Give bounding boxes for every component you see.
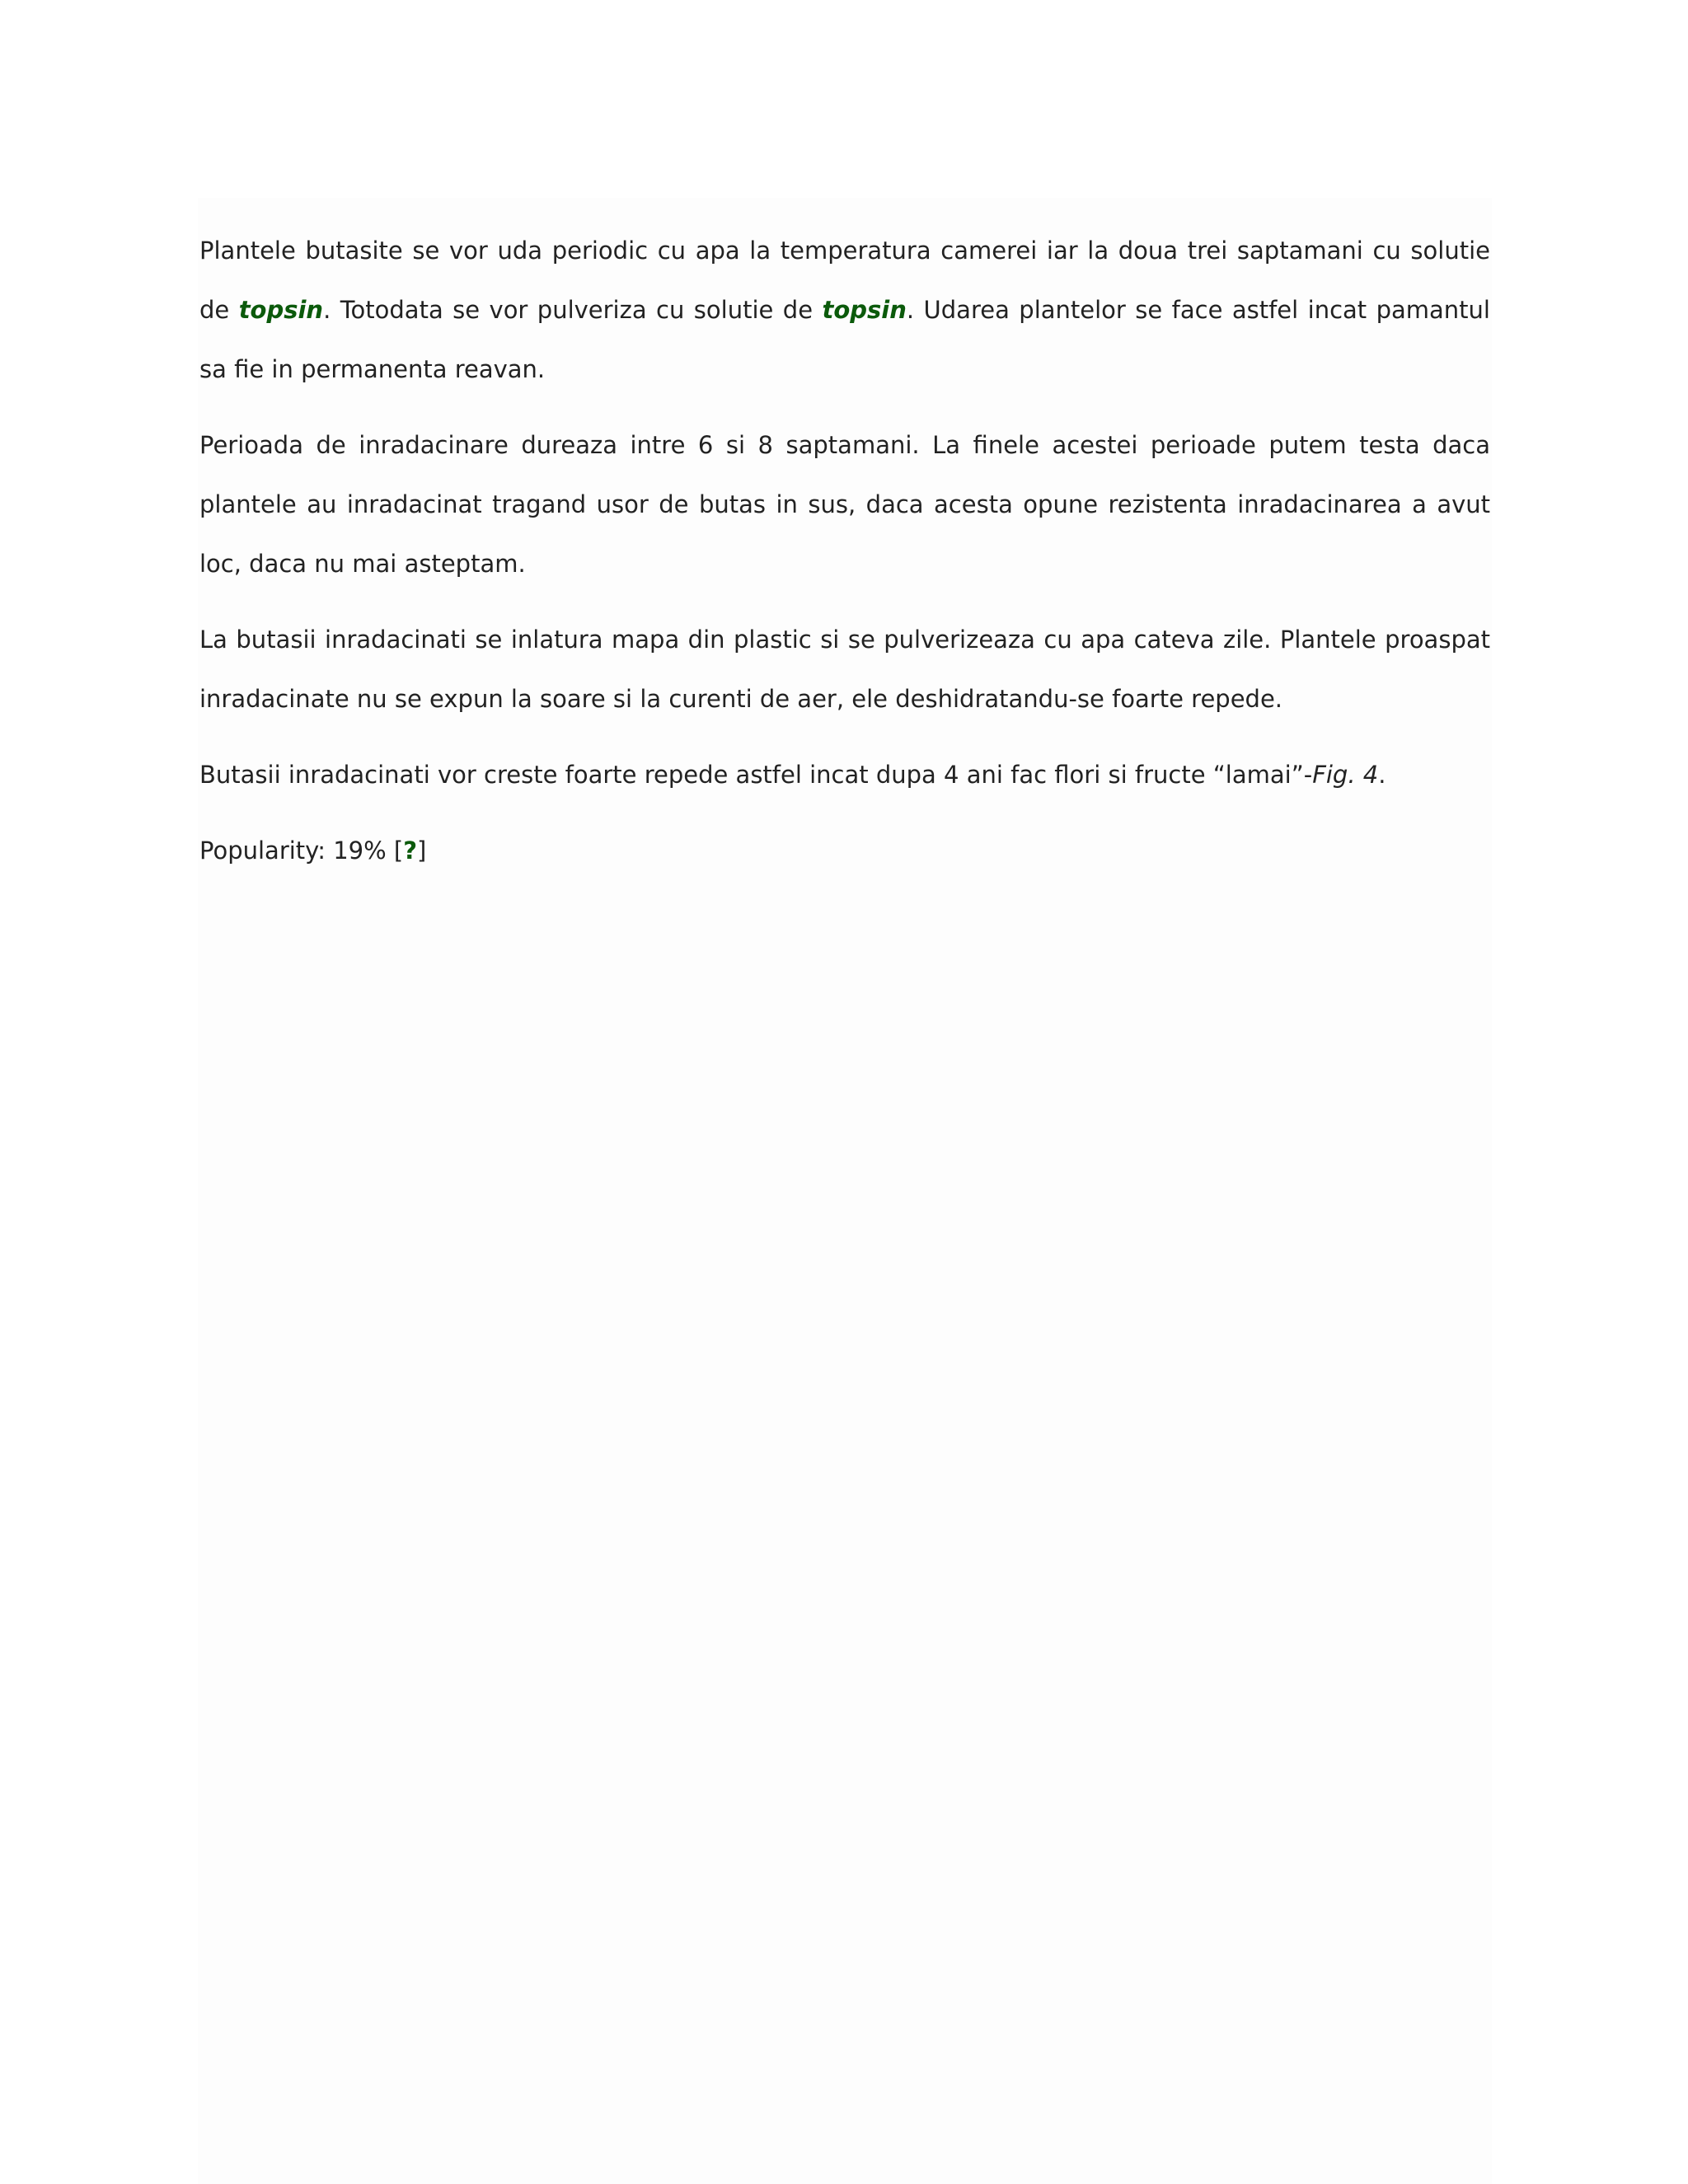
popularity-label: Popularity: 19% [ xyxy=(199,837,404,865)
text-segment: . Udarea plantelor se face astfel incat pamantul sa fie in permanenta reavan. xyxy=(199,296,1490,383)
paragraph-rooted-cuttings: La butasii inradacinati se inlatura mapa din plastic si se pulverizeaza cu apa cateva zile. Plantele proaspat inradacinate nu se expun la soare si la curenti de aer, ele deshidratandu-se foarte repede. xyxy=(199,626,1490,713)
highlight-topsin: topsin xyxy=(822,296,907,324)
popularity-close: ] xyxy=(417,837,427,865)
popularity-help-link[interactable]: ? xyxy=(403,837,418,865)
figure-reference: Fig. 4 xyxy=(1312,761,1379,789)
article-body xyxy=(199,221,1490,897)
paragraph-watering xyxy=(199,221,1490,399)
text-segment: . Totodata se vor pulveriza cu solutie de xyxy=(323,296,823,324)
paragraph-growth xyxy=(199,745,1490,804)
paragraph-rooting-period: Perioada de inradacinare dureaza intre 6 si 8 saptamani. La finele acestei perioade putem testa daca plantele au inradacinat tragand usor de butas in sus, daca acesta opune rezistenta inradacinarea a avut loc, daca nu mai asteptam. xyxy=(199,431,1490,578)
text-segment: Butasii inradacinati vor creste foarte repede astfel incat dupa 4 ani fac flori si fructe “lamai”- xyxy=(199,761,1313,789)
text-segment: . xyxy=(1378,761,1386,789)
highlight-topsin: topsin xyxy=(238,296,324,324)
popularity-line xyxy=(199,821,1490,880)
text-segment: Plantele butasite se vor uda periodic cu apa la temperatura camerei iar la doua trei saptamani cu solutie de xyxy=(199,237,1490,324)
